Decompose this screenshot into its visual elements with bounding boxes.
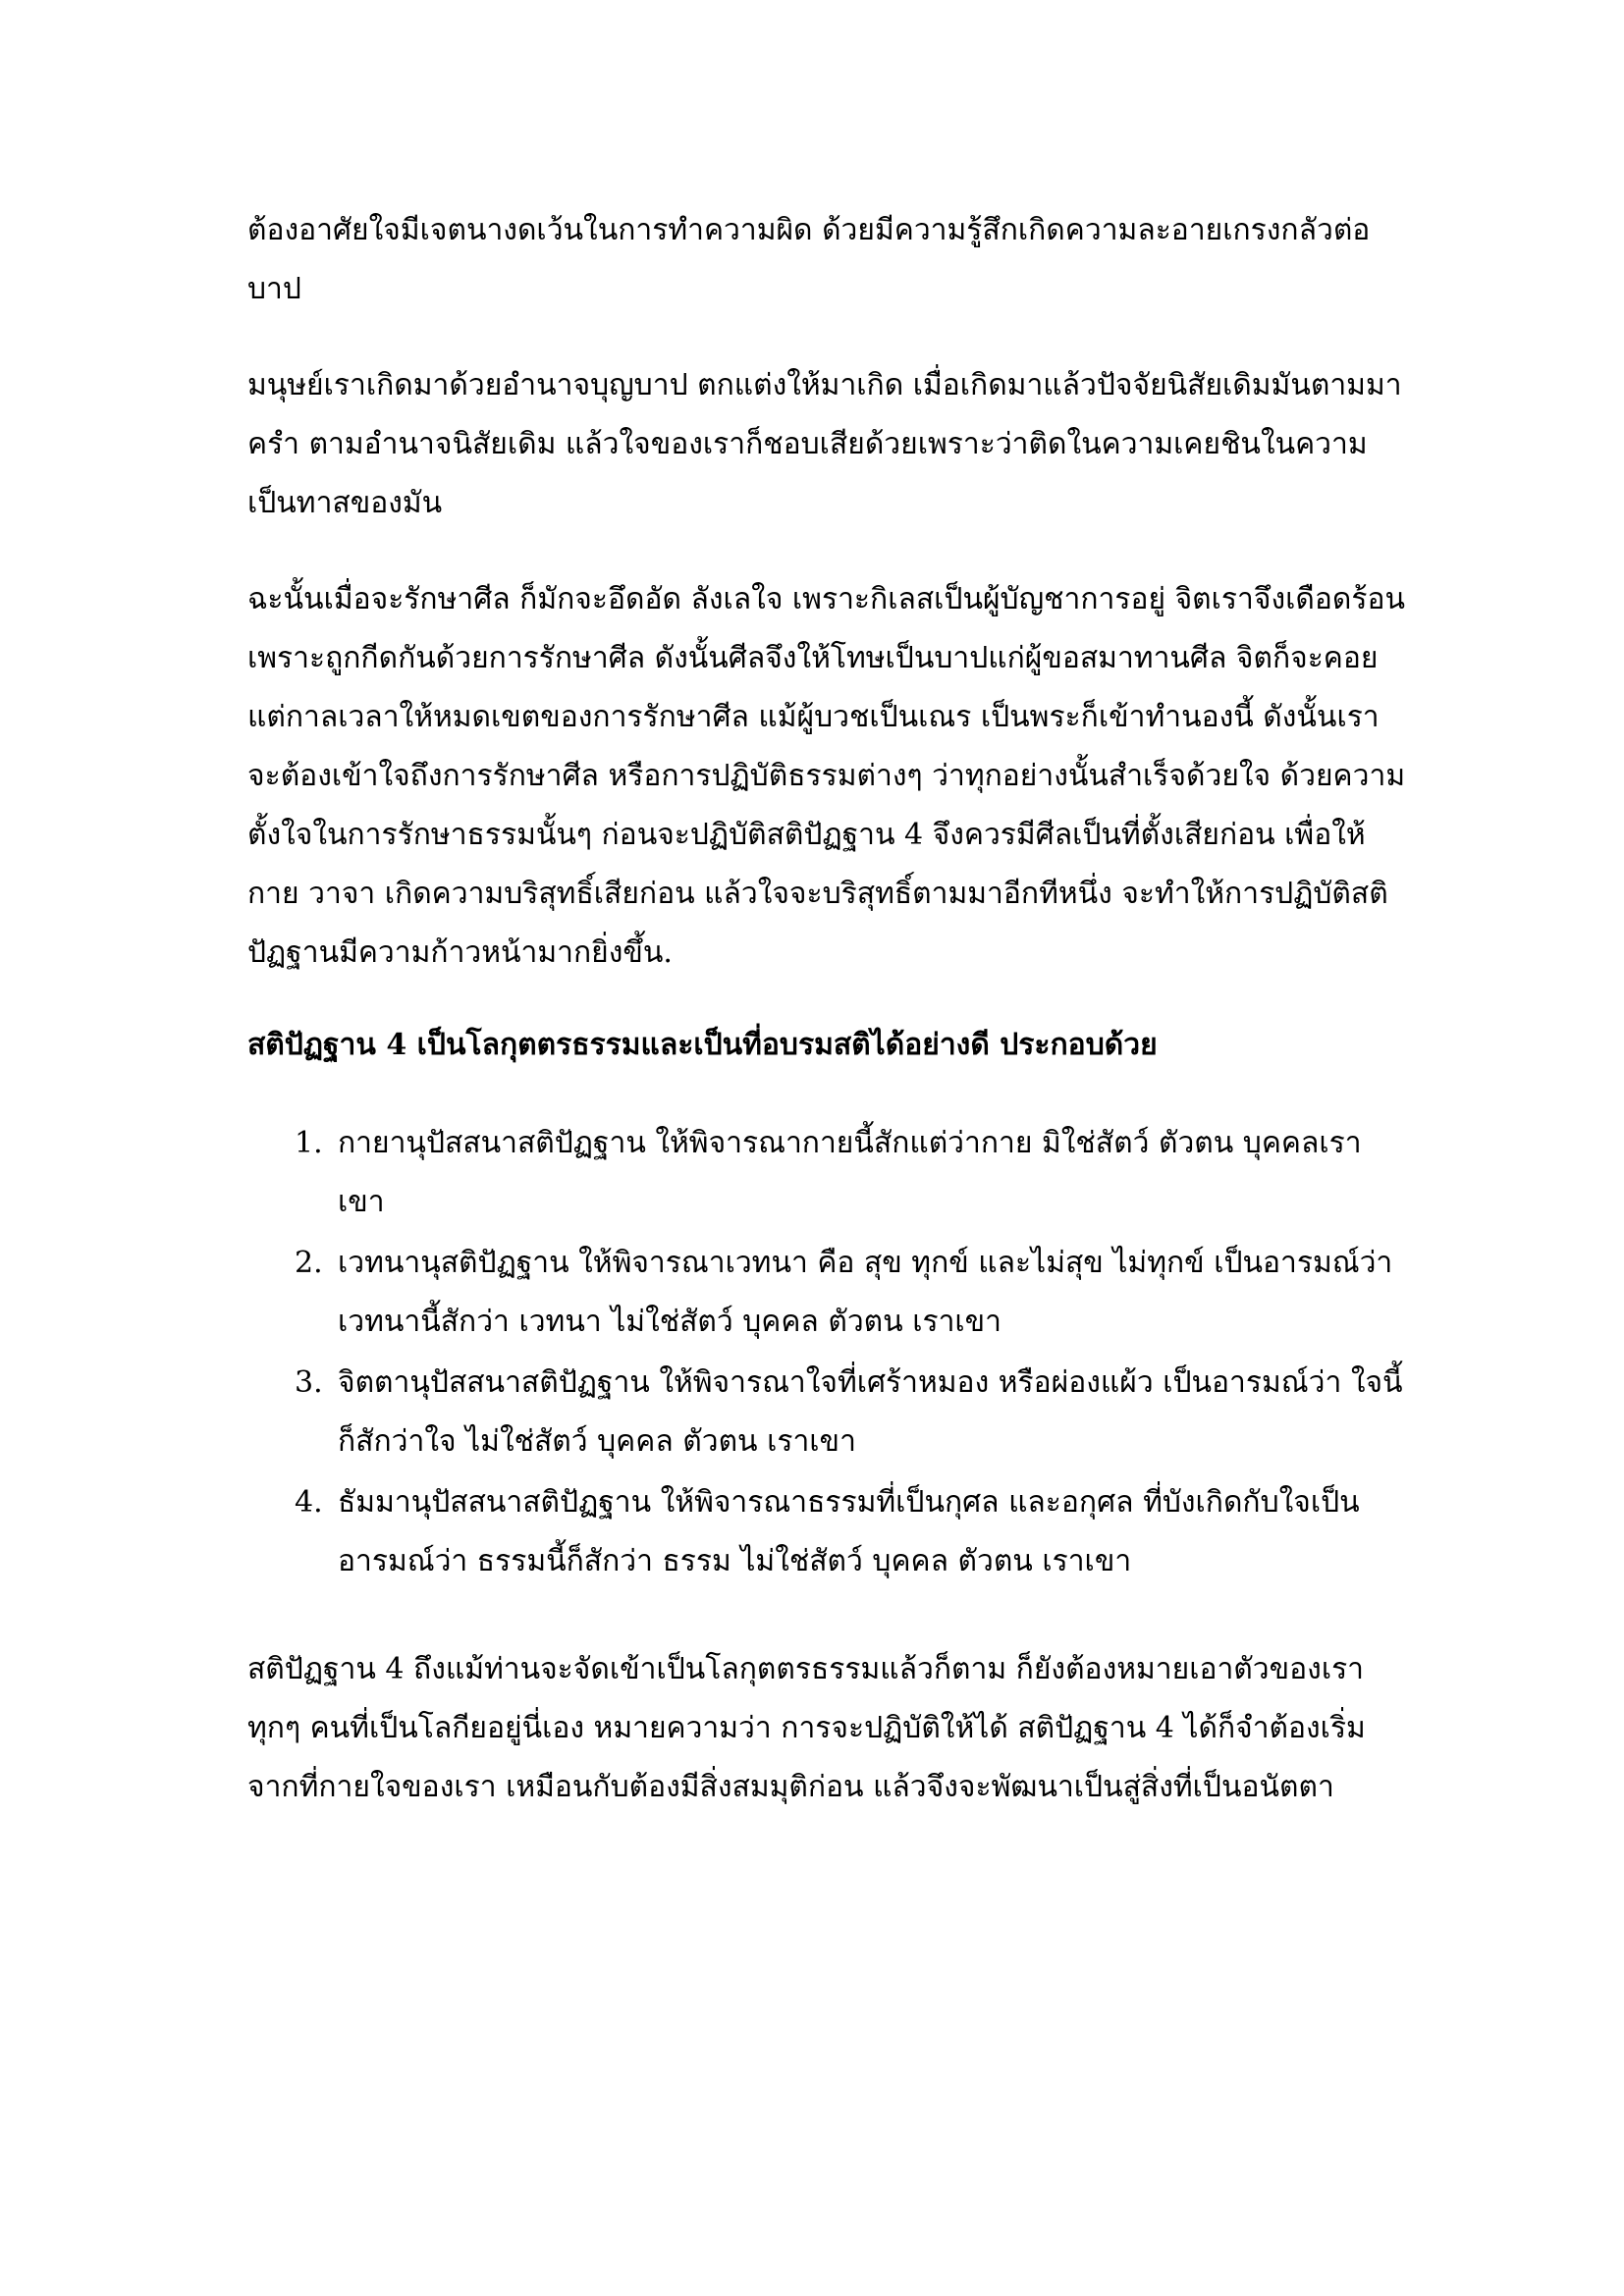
paragraph-1: ต้องอาศัยใจมีเจตนางดเว้นในการทำความผิด ด้วยมีความรู้สึกเกิดความละอายเกรงกลัวต่อบาป [247,213,1371,306]
numbered-list [247,1114,1406,1591]
paragraph-2: มนุษย์เราเกิดมาด้วยอำนาจบุญบาป ตกแต่งให้มาเกิด เมื่อเกิดมาแล้วปัจจัยนิสัยเดิมมันตามมาครำ ตามอำนาจนิสัยเดิม แล้วใจของเราก็ชอบเสียด้วยเพราะว่าติดในความเคยชินในความเป็นทาสของมัน [247,368,1402,520]
list-item-number: 3. [295,1365,323,1400]
section-heading: สติปัฏฐาน 4 เป็นโลกุตตรธรรมและเป็นที่อบรมสติได้อย่างดี ประกอบด้วย [247,1028,1158,1062]
list-item [247,1114,1406,1232]
list-item [247,1354,1406,1471]
list-item-number: 1. [295,1126,323,1160]
list-item-number: 4. [295,1485,323,1520]
list-item-text: ธัมมานุปัสสนาสติปัฏฐาน ให้พิจารณาธรรมที่เป็นกุศล และอกุศล ที่บังเกิดกับใจเป็นอารมณ์ว่า ธรรมนี้ก็สักว่า ธรรม ไม่ใช่สัตว์ บุคคล ตัวตน เราเขา [338,1485,1360,1578]
list-item-text: จิตตานุปัสสนาสติปัฏฐาน ให้พิจารณาใจที่เศร้าหมอง หรือผ่องแผ้ว เป็นอารมณ์ว่า ใจนี้ก็สักว่าใจ ไม่ใช่สัตว์ บุคคล ตัวตน เราเขา [338,1365,1403,1459]
list-item-number: 2. [295,1246,323,1280]
list-item [247,1473,1406,1591]
closing-paragraph: สติปัฏฐาน 4 ถึงแม้ท่านจะจัดเข้าเป็นโลกุตตรธรรมแล้วก็ตาม ก็ยังต้องหมายเอาตัวของเราทุกๆ คนที่เป็นโลกียอยู่นี่เอง หมายความว่า การจะปฏิบัติให้ได้ สติปัฏฐาน 4 ได้ก็จำต้องเริ่มจากที่กายใจของเรา เหมือนกับต้องมีสิ่งสมมุติก่อน แล้วจึงจะพัฒนาเป็นสู่สิ่งที่เป็นอนัตตา [247,1652,1366,1804]
paragraph-3: ฉะนั้นเมื่อจะรักษาศีล ก็มักจะอึดอัด ลังเลใจ เพราะกิเลสเป็นผู้บัญชาการอยู่ จิตเราจึงเดือดร้อนเพราะถูกกีดกันด้วยการรักษาศีล ดังนั้นศีลจึงให้โทษเป็นบาปแก่ผู้ขอสมาทานศีล จิตก็จะคอยแต่กาลเวลาให้หมดเขตของการรักษาศีล แม้ผู้บวชเป็นเณร เป็นพระก็เข้าทำนองนี้ ดังนั้นเราจะต้องเข้าใจถึงการรักษาศีล หรือการปฏิบัติธรรมต่างๆ ว่าทุกอย่างนั้นสำเร็จด้วยใจ ด้วยความตั้งใจในการรักษาธรรมนั้นๆ ก่อนจะปฏิบัติสติปัฏฐาน 4 จึงควรมีศีลเป็นที่ตั้งเสียก่อน เพื่อให้กาย วาจา เกิดความบริสุทธิ์เสียก่อน แล้วใจจะบริสุทธิ์ตามมาอีกทีหนึ่ง จะทำให้การปฏิบัติสติปัฏฐานมีความก้าวหน้ามากยิ่งขึ้น. [247,582,1406,970]
document-page [247,201,1406,1854]
list-item-text: เวทนานุสติปัฏฐาน ให้พิจารณาเวทนา คือ สุข ทุกข์ และไม่สุข ไม่ทุกข์ เป็นอารมณ์ว่า เวทนานี้สักว่า เวทนา ไม่ใช่สัตว์ บุคคล ตัวตน เราเขา [338,1246,1393,1339]
list-item-text: กายานุปัสสนาสติปัฏฐาน ให้พิจารณากายนี้สักแต่ว่ากาย มิใช่สัตว์ ตัวตน บุคคลเราเขา [338,1126,1362,1219]
list-item [247,1234,1406,1352]
